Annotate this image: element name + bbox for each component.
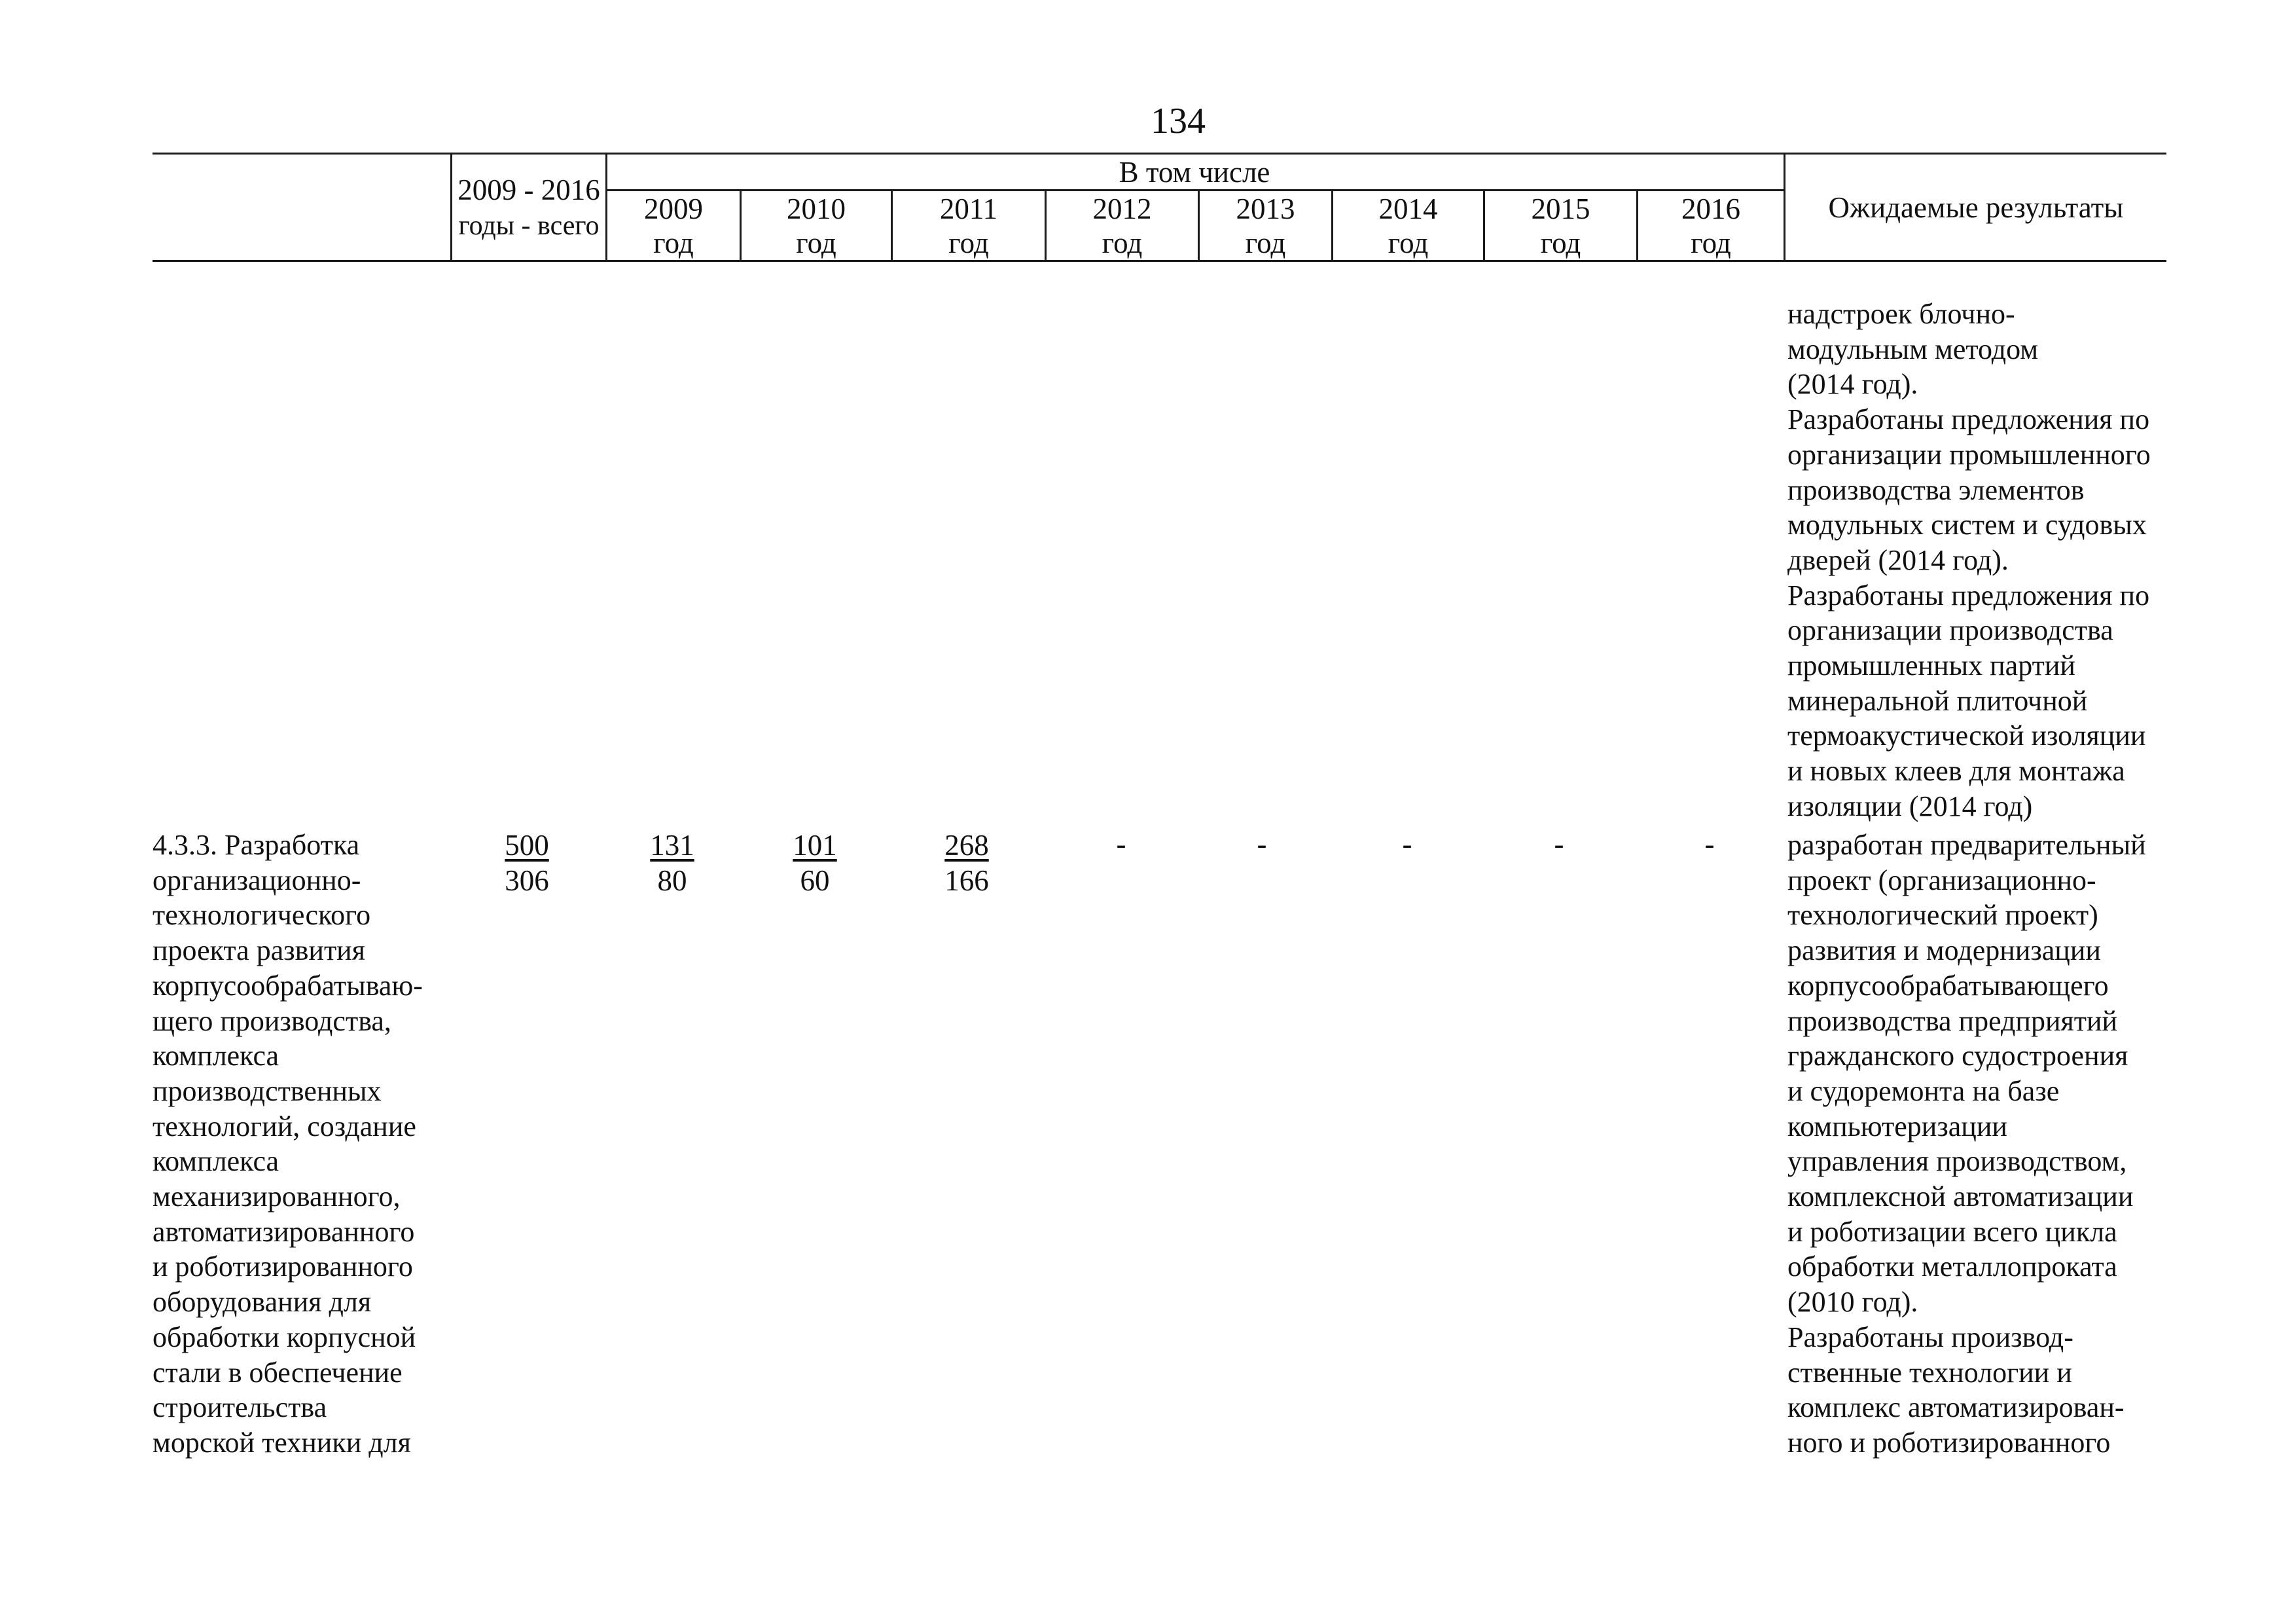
value-2015-dash: - xyxy=(1554,828,1564,860)
header-year-2014: 2014 xyxy=(1378,192,1438,225)
header-year-2015: 2015 xyxy=(1531,192,1590,225)
value-2009-bottom: 80 xyxy=(657,864,687,897)
header-year-2011: 2011 xyxy=(939,192,998,225)
value-2010-top: 101 xyxy=(793,829,837,862)
header-year-unit: год xyxy=(1540,227,1581,259)
total-value-bottom: 306 xyxy=(505,864,549,897)
header-year-unit: год xyxy=(1102,227,1143,259)
value-2016-dash: - xyxy=(1704,828,1715,860)
continuation-results-text: надстроек блочно- модульным методом (2014 год). Разработаны предложения по организации промышленного производства элементов модульных систем и судовых дверей (2014 год). Разработаны предложения по организации производства промышленных партий минеральной плиточной термоакустической изоляции и новых клеев для монтажа изоляции (2014 год) xyxy=(1787,298,2151,822)
value-2011 xyxy=(927,828,1006,898)
row-name-text: 4.3.3. Разработка организационно- технологического проекта развития корпусообрабатываю- щего производства, комплекса производственных технологий, создание комплекса механизированного, автоматизированного и роботизированного оборудования для обработки корпусной стали в обеспечение строительства морской техники для xyxy=(152,829,423,1459)
header-group-label: В том числе xyxy=(1119,156,1270,189)
header-year-unit: год xyxy=(796,227,836,259)
header-year-2013: 2013 xyxy=(1236,192,1295,225)
value-2012-dash: - xyxy=(1116,828,1126,860)
header-total-line1: 2009 - 2016 xyxy=(457,173,600,206)
total-value xyxy=(488,828,566,898)
value-2010-bottom: 60 xyxy=(800,864,830,897)
value-2009 xyxy=(633,828,711,898)
value-2010 xyxy=(776,828,854,898)
header-results-label: Ожидаемые результаты xyxy=(1828,191,2124,224)
value-2011-top: 268 xyxy=(944,829,989,862)
header-year-2012: 2012 xyxy=(1092,192,1152,225)
header-year-unit: год xyxy=(1691,227,1731,259)
row-results-text: разработан предварительный проект (организационно- технологический проект) развития и модернизации корпусообрабатывающего производства предприятий гражданского судостроения и судоремонта на базе компьютеризации управления производством, комплексной автоматизации и роботизации всего цикла обработки металлопроката (2010 год). Разработаны производ- ственные технологии и комплекс автоматизирован- ного и роботизированного xyxy=(1787,829,2146,1459)
page-number: 134 xyxy=(1151,101,1206,141)
value-2011-bottom: 166 xyxy=(944,864,989,897)
header-year-unit: год xyxy=(1245,227,1286,259)
header-year-2010: 2010 xyxy=(787,192,846,225)
header-year-2016: 2016 xyxy=(1681,192,1740,225)
header-year-unit: год xyxy=(1388,227,1429,259)
value-2014-dash: - xyxy=(1402,828,1412,860)
value-2009-top: 131 xyxy=(650,829,694,862)
value-2013-dash: - xyxy=(1257,828,1267,860)
header-total-line2: годы - всего xyxy=(458,211,600,241)
header-divider xyxy=(450,153,452,262)
header-year-unit: год xyxy=(948,227,989,259)
total-value-top: 500 xyxy=(505,829,549,862)
header-year-2009: 2009 xyxy=(644,192,703,225)
header-year-unit: год xyxy=(653,227,694,259)
